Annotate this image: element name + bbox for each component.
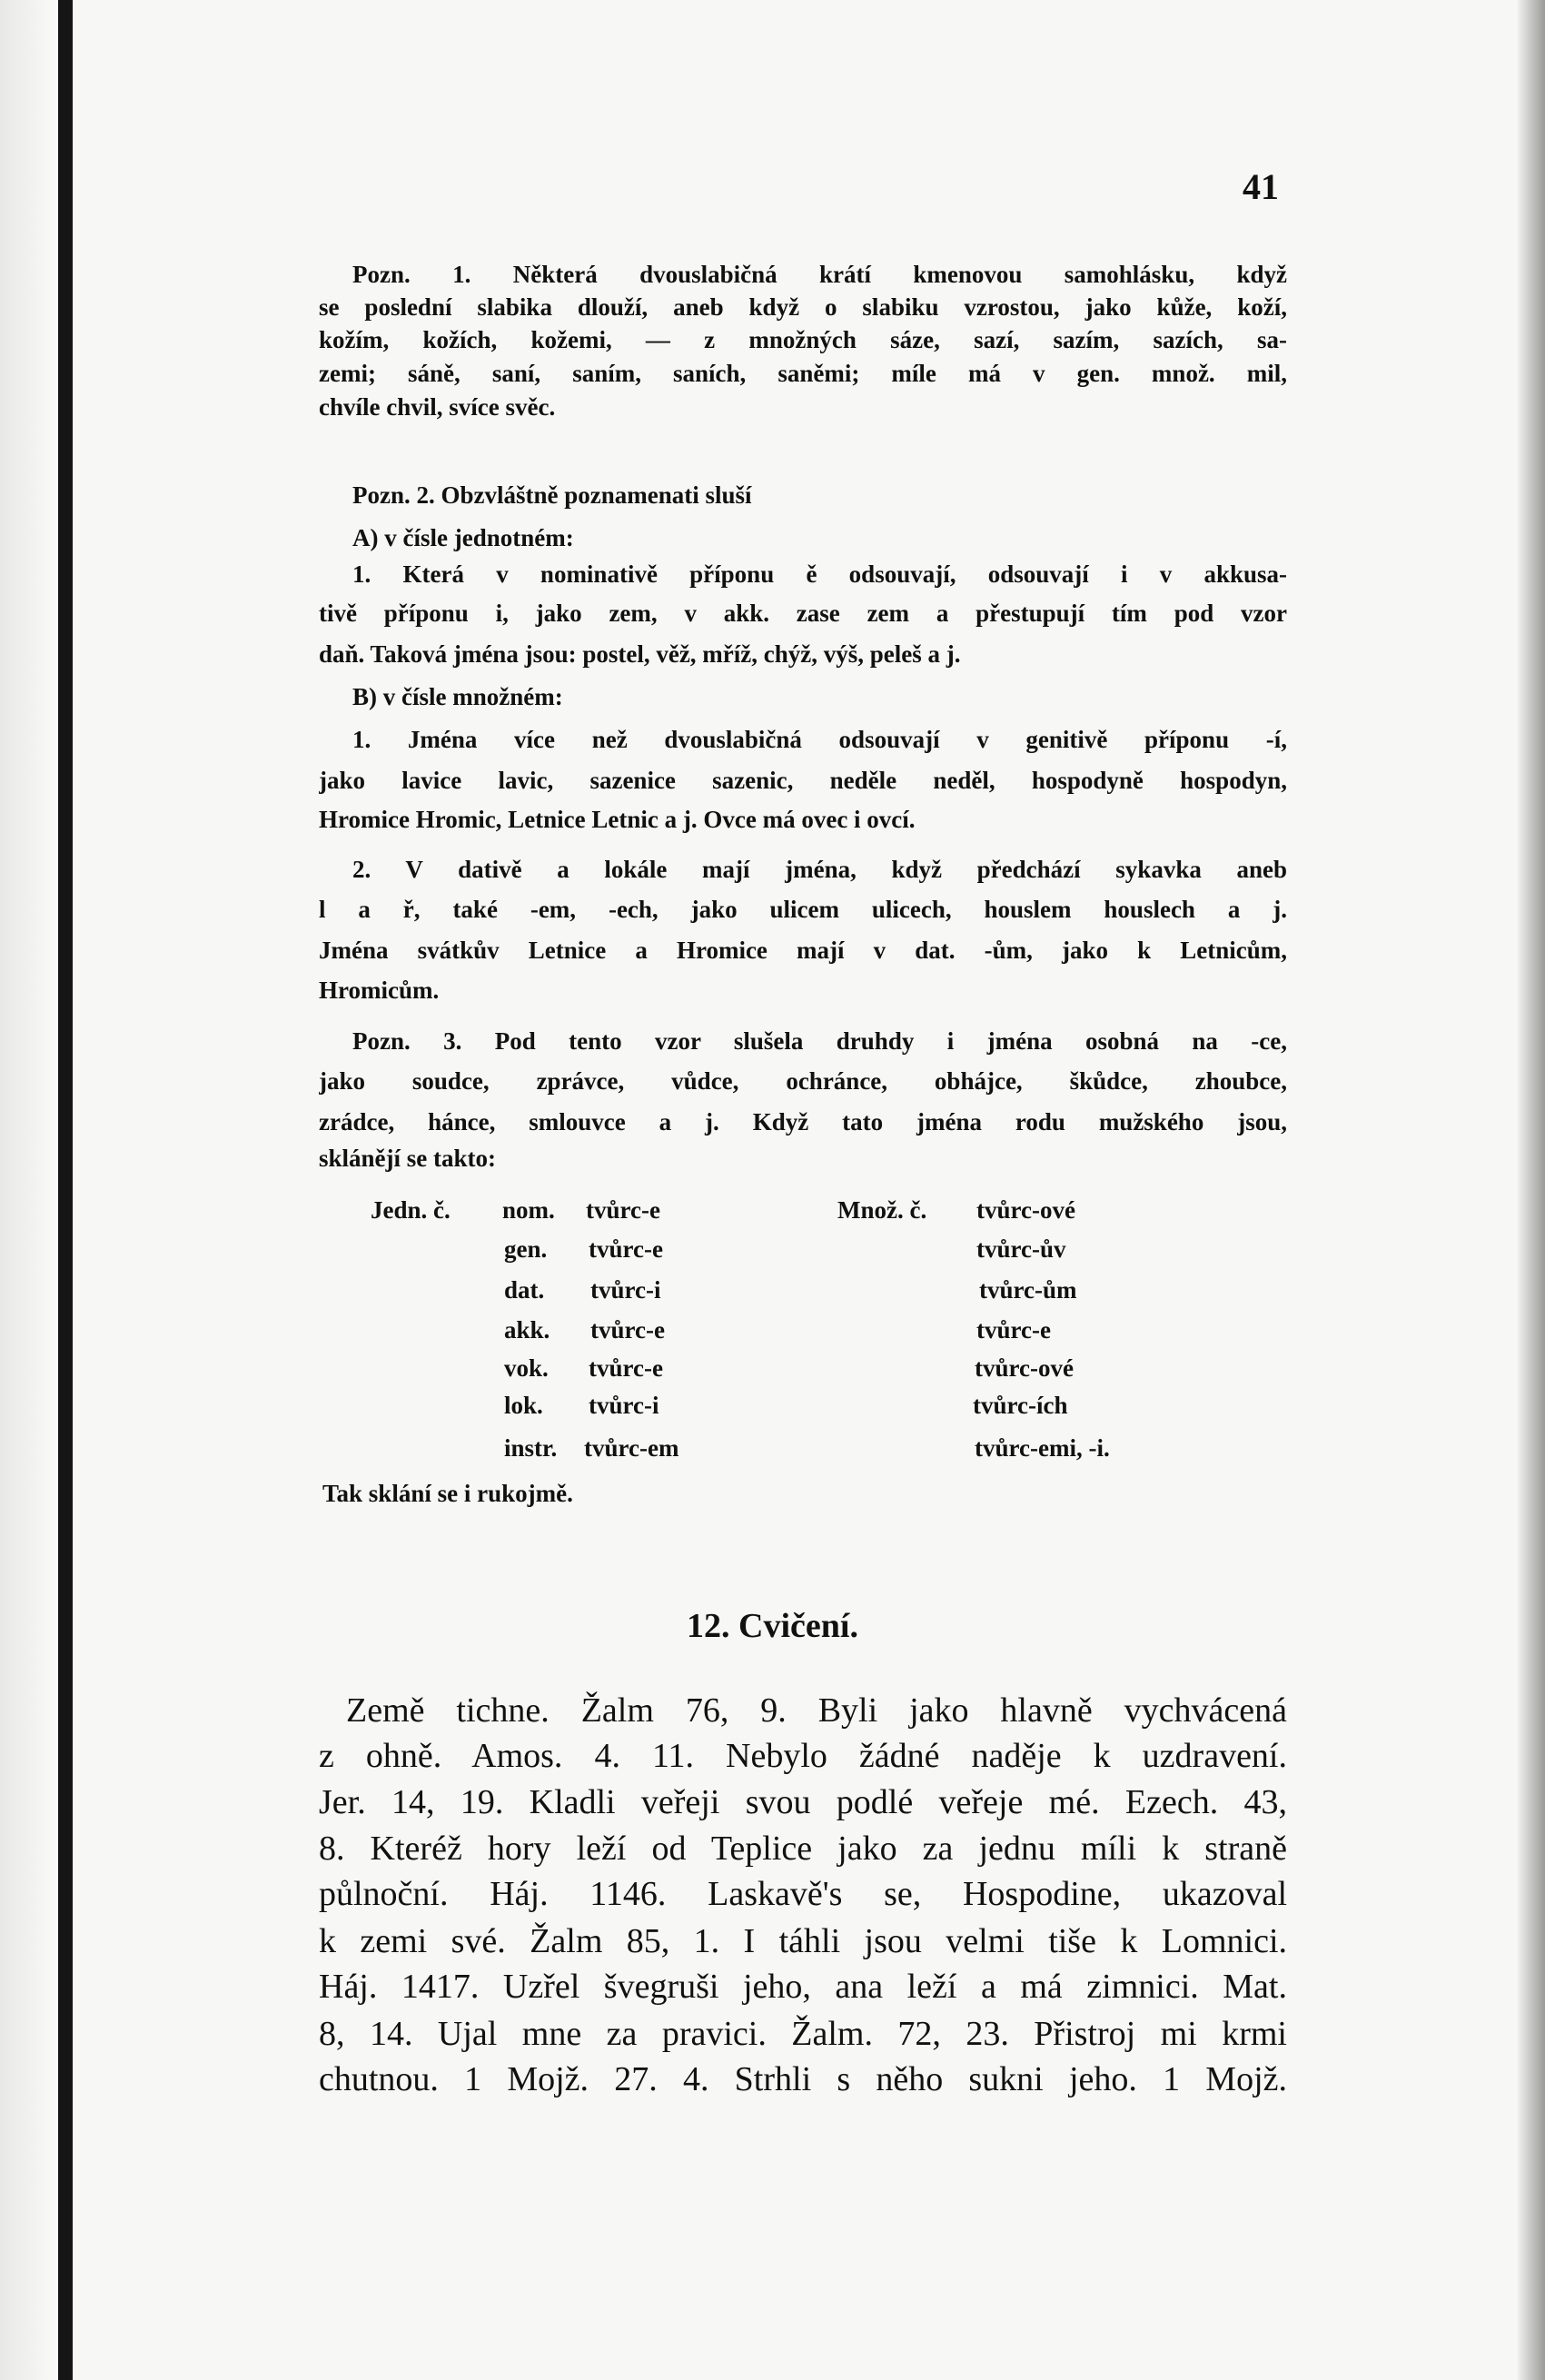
exercise-line: Země tichne. Žalm 76, 9. Byli jako hlavně vychvácená bbox=[346, 1691, 1287, 1730]
scan-left-margin bbox=[0, 0, 58, 2380]
case-label: instr. bbox=[504, 1434, 558, 1462]
note-line: daň. Taková jména jsou: postel, věž, mříž, chýž, výš, peleš a j. bbox=[319, 640, 961, 668]
exercise-line: 8. Kteréž hory leží od Teplice jako za jednu míli k straně bbox=[319, 1830, 1287, 1868]
plural-form: tvůrc-ův bbox=[976, 1235, 1066, 1263]
section-heading: B) v čísle množném: bbox=[352, 683, 563, 710]
note-line: l a ř, také -em, -ech, jako ulicem ulicech, houslem houslech a j. bbox=[319, 896, 1287, 923]
plural-label: Množ. č. bbox=[837, 1196, 927, 1224]
note-line: zemi; sáně, saní, saním, saních, saněmi; míle má v gen. množ. mil, bbox=[319, 360, 1287, 387]
exercise-line: půlnoční. Háj. 1146. Laskavě's se, Hospodine, ukazoval bbox=[319, 1875, 1287, 1913]
note-line: tivě příponu i, jako zem, v akk. zase zem a přestupují tím pod vzor bbox=[319, 600, 1287, 627]
case-label: lok. bbox=[504, 1392, 543, 1419]
note-line: kožím, kožích, kožemi, — z množných sáze, sazí, sazím, sazích, sa- bbox=[319, 326, 1287, 353]
exercise-line: k zemi své. Žalm 85, 1. I táhli jsou velmi tiše k Lomnici. bbox=[319, 1922, 1287, 1960]
exercise-heading: 12. Cvičení. bbox=[687, 1607, 858, 1645]
note-line: Jména svátkův Letnice a Hromice mají v dat. -ům, jako k Letnicům, bbox=[319, 937, 1287, 964]
note-line: jako lavice lavic, sazenice sazenic, neděle neděl, hospodyně hospodyn, bbox=[319, 767, 1287, 794]
page-number: 41 bbox=[1243, 166, 1279, 207]
singular-label: Jedn. č. bbox=[371, 1196, 451, 1224]
case-label: akk. bbox=[504, 1316, 550, 1344]
note-line: 2. V dativě a lokále mají jména, když předchází sykavka aneb bbox=[352, 856, 1287, 883]
singular-form: tvůrc-e bbox=[589, 1235, 663, 1263]
singular-form: tvůrc-e bbox=[589, 1354, 663, 1382]
plural-form: tvůrc-e bbox=[976, 1316, 1051, 1344]
note-line: Hromicům. bbox=[319, 977, 440, 1004]
note-line: 1. Která v nominativě příponu ě odsouvají, odsouvají i v akkusa- bbox=[352, 560, 1287, 588]
plural-form: tvůrc-ové bbox=[975, 1354, 1074, 1382]
plural-form: tvůrc-ích bbox=[973, 1392, 1068, 1419]
scan-binding-shadow bbox=[58, 0, 73, 2380]
note-line: se poslední slabika dlouží, aneb když o slabiku vzrostou, jako kůže, koží, bbox=[319, 293, 1287, 321]
note-line: sklánějí se takto: bbox=[319, 1145, 496, 1172]
singular-form: tvůrc-i bbox=[590, 1276, 661, 1304]
plural-form: tvůrc-ům bbox=[979, 1276, 1077, 1304]
note-line: Pozn. 1. Některá dvouslabičná krátí kmenovou samohlásku, když bbox=[352, 261, 1287, 288]
exercise-line: 8, 14. Ujal mne za pravici. Žalm. 72, 23. Přistroj mi krmi bbox=[319, 2015, 1287, 2053]
exercise-line: Háj. 1417. Uzřel švegruši jeho, ana leží a má zimnici. Mat. bbox=[319, 1968, 1287, 2006]
case-label: dat. bbox=[504, 1276, 545, 1304]
note-heading: Pozn. 2. Obzvláštně poznamenati sluší bbox=[352, 481, 752, 509]
exercise-line: z ohně. Amos. 4. 11. Nebylo žádné naděje k uzdravení. bbox=[319, 1737, 1287, 1775]
note-line: Pozn. 3. Pod tento vzor slušela druhdy i jména osobná na -ce, bbox=[352, 1027, 1287, 1055]
case-label: vok. bbox=[504, 1354, 549, 1382]
note-line: jako soudce, zprávce, vůdce, ochránce, obhájce, škůdce, zhoubce, bbox=[319, 1067, 1287, 1095]
case-label: nom. bbox=[502, 1196, 555, 1224]
singular-form: tvůrc-e bbox=[590, 1316, 665, 1344]
declension-footer: Tak sklání se i rukojmě. bbox=[322, 1480, 573, 1507]
plural-form: tvůrc-emi, -i. bbox=[975, 1434, 1110, 1462]
note-line: Hromice Hromic, Letnice Letnic a j. Ovce má ovec i ovcí. bbox=[319, 806, 916, 833]
section-heading: A) v čísle jednotném: bbox=[352, 524, 574, 551]
case-label: gen. bbox=[504, 1235, 548, 1263]
singular-form: tvůrc-e bbox=[586, 1196, 660, 1224]
singular-form: tvůrc-i bbox=[589, 1392, 659, 1419]
exercise-line: Jer. 14, 19. Kladli veřeji svou podlé veřeje mé. Ezech. 43, bbox=[319, 1783, 1287, 1821]
exercise-line: chutnou. 1 Mojž. 27. 4. Strhli s něho sukni jeho. 1 Mojž. bbox=[319, 2060, 1287, 2098]
note-line: 1. Jména více než dvouslabičná odsouvají v genitivě příponu -í, bbox=[352, 726, 1287, 753]
note-line: zrádce, hánce, smlouvce a j. Když tato jména rodu mužského jsou, bbox=[319, 1108, 1287, 1135]
plural-form: tvůrc-ové bbox=[976, 1196, 1075, 1224]
singular-form: tvůrc-em bbox=[584, 1434, 679, 1462]
scan-right-edge bbox=[1518, 0, 1545, 2380]
note-line: chvíle chvil, svíce svěc. bbox=[319, 393, 556, 421]
